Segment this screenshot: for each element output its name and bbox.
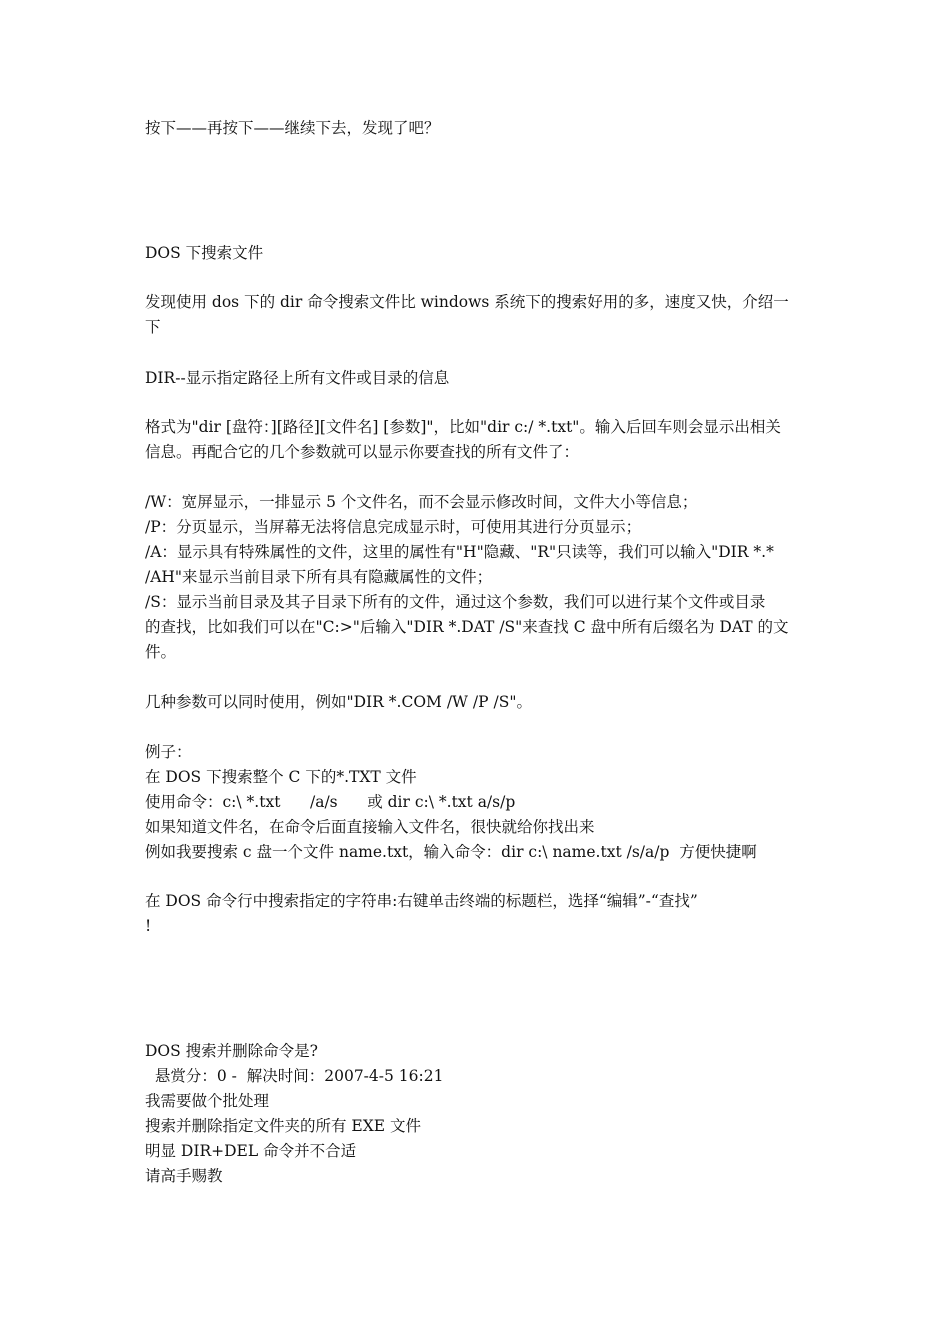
format-line-1: 格式为"dir [盘符：][路径][文件名] [参数]"，比如"dir c:/ *.txt"。输入后回车则会显示出相关 [145, 418, 781, 436]
qa-line-1: 我需要做个批处理 [145, 1092, 270, 1110]
example-line-2: 使用命令：c:\ *.txt /a/s 或 dir c:\ *.txt a/s/p [145, 793, 516, 811]
qa-title: DOS 搜索并删除命令是? [145, 1042, 318, 1060]
qa-meta: 悬赏分：0 - 解决时间：2007-4-5 16:21 [145, 1067, 444, 1085]
param-line-w: /W：宽屏显示，一排显示 5 个文件名，而不会显示修改时间，文件大小等信息； [145, 493, 698, 511]
example-heading: 例子： [145, 743, 192, 761]
param-line-p: /P：分页显示，当屏幕无法将信息完成显示时，可使用其进行分页显示； [145, 518, 642, 536]
combo-usage-line: 几种参数可以同时使用，例如"DIR *.COM /W /P /S"。 [145, 693, 532, 711]
param-line-s-2: 的查找，比如我们可以在"C:>"后输入"DIR *.DAT /S"来查找 C 盘中所有后缀名为 DAT 的文 [145, 618, 789, 636]
qa-line-3: 明显 DIR+DEL 命令并不合适 [145, 1142, 357, 1160]
example-line-4: 例如我要搜索 c 盘一个文件 name.txt，输入命令：dir c:\ name.txt /s/a/p 方便快捷啊 [145, 843, 757, 861]
qa-line-2: 搜索并删除指定文件夹的所有 EXE 文件 [145, 1117, 422, 1135]
section-title-dos-search: DOS 下搜索文件 [145, 244, 264, 262]
example-line-1: 在 DOS 下搜索整个 C 下的*.TXT 文件 [145, 768, 417, 786]
qa-line-4: 请高手赐教 [145, 1167, 223, 1185]
param-line-s-1: /S：显示当前目录及其子目录下所有的文件，通过这个参数，我们可以进行某个文件或目录 [145, 593, 766, 611]
param-line-s-3: 件。 [145, 643, 177, 661]
example-line-3: 如果知道文件名，在命令后面直接输入文件名，很快就给你找出来 [145, 818, 595, 836]
param-line-a-2: /AH"来显示当前目录下所有具有隐藏属性的文件； [145, 568, 493, 586]
paragraph-intro-line-2: 下 [145, 318, 161, 336]
format-line-2: 信息。再配合它的几个参数就可以显示你要查找的所有文件了： [145, 443, 580, 461]
intro-text: 按下——再按下——继续下去，发现了吧？ [145, 119, 440, 137]
find-string-line-2: ! [145, 917, 152, 935]
param-line-a-1: /A：显示具有特殊属性的文件，这里的属性有"H"隐藏、"R"只读等，我们可以输入"DIR *.* [145, 543, 774, 561]
find-string-line-1: 在 DOS 命令行中搜索指定的字符串:右键单击终端的标题栏，选择“编辑”-“查找” [145, 892, 698, 910]
dir-heading: DIR--显示指定路径上所有文件或目录的信息 [145, 369, 450, 387]
paragraph-intro-line-1: 发现使用 dos 下的 dir 命令搜索文件比 windows 系统下的搜索好用的多，速度又快，介绍一 [145, 293, 789, 311]
